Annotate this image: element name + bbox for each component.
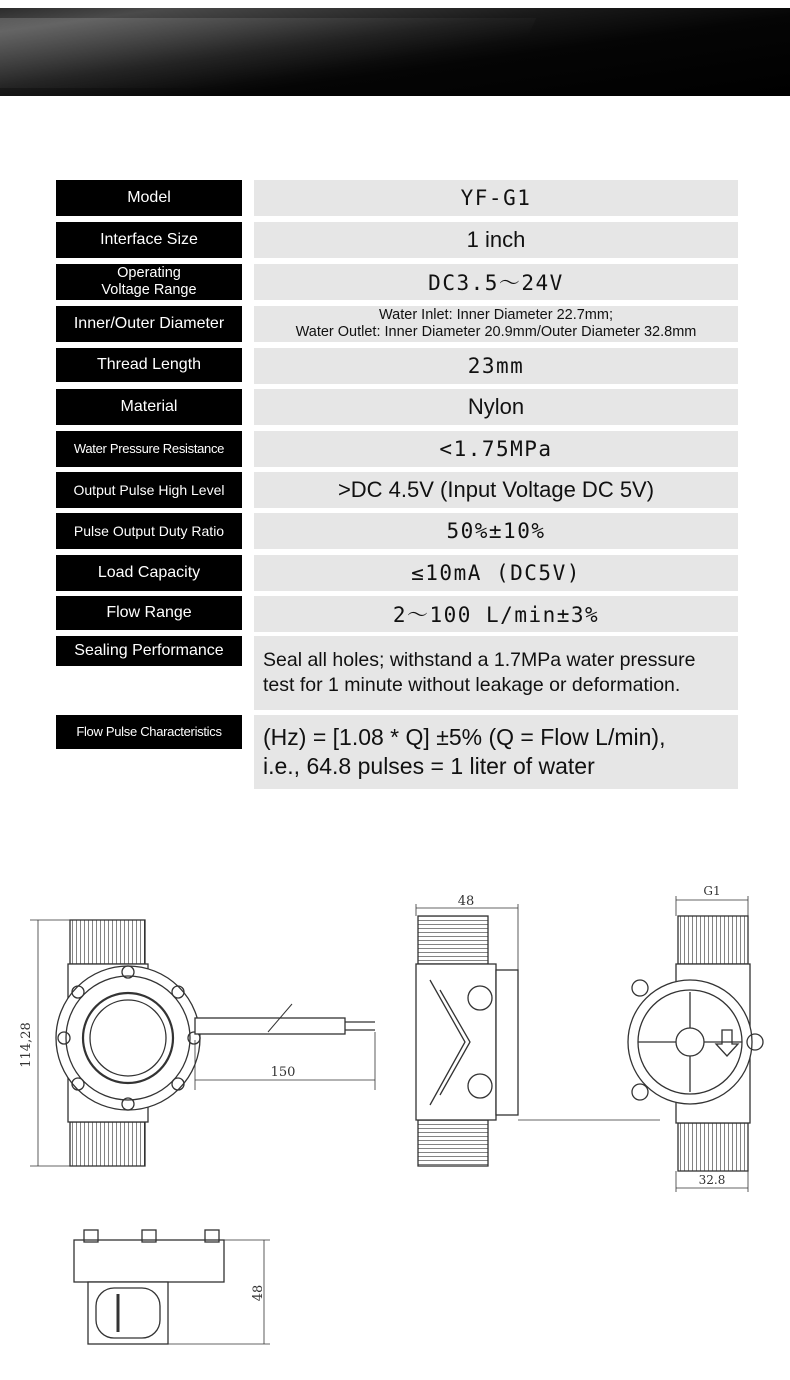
spec-value: 50%±10% [254, 513, 738, 549]
cable-length-dimension: 150 [270, 1065, 296, 1080]
spec-value: YF-G1 [254, 180, 738, 216]
spec-value: <1.75MPa [254, 431, 738, 467]
spec-label: Output Pulse High Level [56, 472, 242, 508]
side-width-dimension: 48 [457, 894, 475, 909]
side-view-drawing [416, 904, 660, 1166]
spec-value [254, 636, 738, 710]
spec-label: Flow Range [56, 596, 242, 630]
spec-label: Water Pressure Resistance [56, 431, 242, 467]
spec-label: Pulse Output Duty Ratio [56, 513, 242, 549]
back-diameter-dimension: 32.8 [698, 1173, 726, 1187]
spec-label: Thread Length [56, 348, 242, 382]
spec-label-line: Operating [117, 265, 181, 281]
spec-value: DC3.5～24V [254, 264, 738, 300]
spec-value-line: (Hz) = [1.08 * Q] ±5% (Q = Flow L/min), [263, 724, 666, 750]
spec-value [254, 306, 738, 342]
spec-value-line: Seal all holes; withstand a 1.7MPa water pressure [263, 649, 696, 671]
spec-value: Nylon [254, 389, 738, 425]
spec-value [254, 715, 738, 789]
spec-label: Sealing Performance [56, 636, 242, 666]
back-view-drawing [628, 896, 763, 1192]
spec-value-line: Water Inlet: Inner Diameter 22.7mm; [379, 307, 613, 323]
spec-label-line: Voltage Range [101, 282, 197, 298]
bottom-height-dimension: 48 [251, 1284, 266, 1302]
spec-value: >DC 4.5V (Input Voltage DC 5V) [254, 472, 738, 508]
spec-value: 23mm [254, 348, 738, 384]
front-height-dimension: 114,28 [19, 1022, 34, 1068]
bottom-view-drawing [74, 1230, 270, 1344]
spec-label: Load Capacity [56, 555, 242, 591]
spec-value: ≤10mA (DC5V) [254, 555, 738, 591]
spec-label: Interface Size [56, 222, 242, 258]
spec-label: Inner/Outer Diameter [56, 306, 242, 342]
spec-value-line: i.e., 64.8 pulses = 1 liter of water [263, 753, 595, 779]
technical-drawings [0, 820, 790, 1380]
front-view-drawing [30, 920, 375, 1166]
banner-sheen [0, 18, 536, 88]
spec-label [56, 264, 242, 300]
spec-value-line: test for 1 minute without leakage or deformation. [263, 674, 681, 696]
back-thread-label: G1 [703, 884, 721, 898]
spec-value: 2～100 L/min±3% [254, 596, 738, 632]
spec-label: Model [56, 180, 242, 216]
spec-value-line: Water Outlet: Inner Diameter 20.9mm/Outer Diameter 32.8mm [295, 324, 697, 340]
spec-label: Material [56, 389, 242, 425]
spec-label: Flow Pulse Characteristics [56, 715, 242, 749]
spec-value: 1 inch [254, 222, 738, 258]
header-banner [0, 8, 790, 96]
